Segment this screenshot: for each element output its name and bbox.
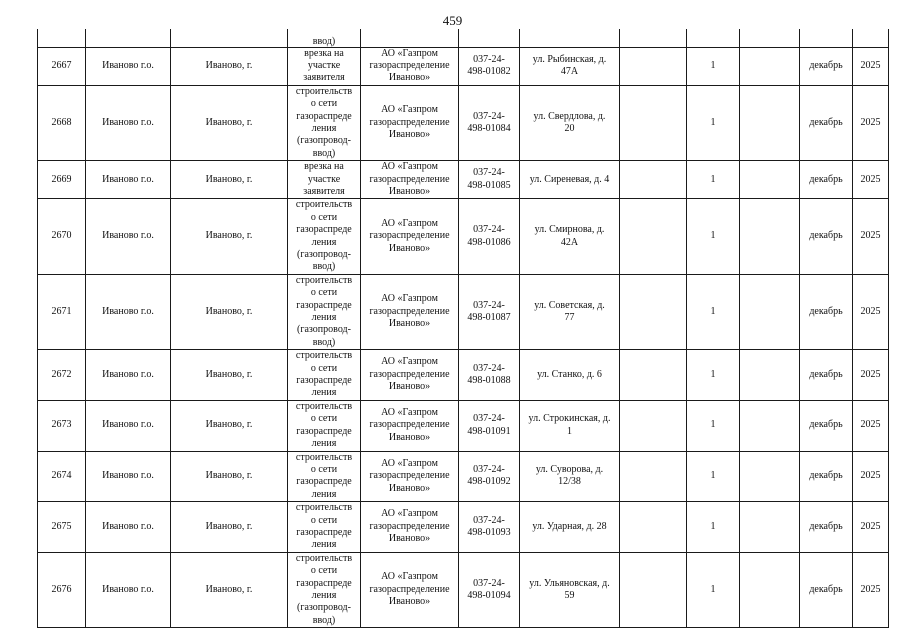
district-cell: Иваново г.о. (86, 47, 171, 85)
table-row (38, 552, 889, 627)
empty-cell (740, 400, 800, 451)
quantity-cell: 1 (687, 199, 740, 274)
empty-cell (620, 350, 687, 401)
locality-cell: Иваново, г. (171, 552, 288, 627)
locality-cell: Иваново, г. (171, 161, 288, 199)
work-type-cell: строительств о сети газораспреде ления (288, 502, 361, 553)
table-row (38, 199, 889, 274)
empty-cell (740, 502, 800, 553)
district-cell: Иваново г.о. (86, 400, 171, 451)
row-number-cell: 2670 (38, 199, 86, 274)
row-number-cell: 2671 (38, 274, 86, 349)
empty-cell (740, 274, 800, 349)
work-type-cell: врезка на участке заявителя (288, 47, 361, 85)
month-cell: декабрь (800, 85, 853, 160)
empty-cell (620, 161, 687, 199)
row-number-cell: 2673 (38, 400, 86, 451)
code-cell: 037-24- 498-01086 (459, 199, 520, 274)
quantity-cell: 1 (687, 502, 740, 553)
empty-cell (620, 400, 687, 451)
month-cell: декабрь (800, 199, 853, 274)
table-row (38, 161, 889, 199)
locality-cell: Иваново, г. (171, 199, 288, 274)
month-cell: декабрь (800, 552, 853, 627)
locality-cell: Иваново, г. (171, 47, 288, 85)
district-cell: Иваново г.о. (86, 85, 171, 160)
organization-cell: АО «Газпром газораспределение Иваново» (361, 400, 459, 451)
quantity-cell: 1 (687, 274, 740, 349)
year-cell: 2025 (853, 350, 889, 401)
month-cell: декабрь (800, 400, 853, 451)
table-row (38, 400, 889, 451)
work-type-cell: строительств о сети газораспреде ления (288, 400, 361, 451)
address-cell: ул. Ульяновская, д. 59 (520, 552, 620, 627)
code-cell: 037-24- 498-01091 (459, 400, 520, 451)
empty-cell (740, 199, 800, 274)
year-cell: 2025 (853, 274, 889, 349)
address-cell: ул. Сиреневая, д. 4 (520, 161, 620, 199)
organization-cell: АО «Газпром газораспределение Иваново» (361, 274, 459, 349)
empty-cell (740, 161, 800, 199)
empty-cell (740, 451, 800, 502)
quantity-cell: 1 (687, 400, 740, 451)
year-cell: 2025 (853, 552, 889, 627)
address-cell: ул. Советская, д. 77 (520, 274, 620, 349)
district-cell: Иваново г.о. (86, 552, 171, 627)
month-cell: декабрь (800, 502, 853, 553)
row-number-cell: 2672 (38, 350, 86, 401)
table-row (38, 451, 889, 502)
locality-cell: Иваново, г. (171, 400, 288, 451)
locality-cell: Иваново, г. (171, 274, 288, 349)
quantity-cell: 1 (687, 350, 740, 401)
empty-cell (620, 552, 687, 627)
row-number-cell: 2674 (38, 451, 86, 502)
year-cell: 2025 (853, 161, 889, 199)
code-cell: 037-24- 498-01092 (459, 451, 520, 502)
year-cell: 2025 (853, 451, 889, 502)
month-cell: декабрь (800, 350, 853, 401)
table-row (38, 274, 889, 349)
code-cell: 037-24- 498-01093 (459, 502, 520, 553)
table-row (38, 85, 889, 160)
month-cell: декабрь (800, 274, 853, 349)
empty-cell (620, 47, 687, 85)
locality-cell: Иваново, г. (171, 350, 288, 401)
locality-cell: Иваново, г. (171, 85, 288, 160)
district-cell: Иваново г.о. (86, 451, 171, 502)
organization-cell: АО «Газпром газораспределение Иваново» (361, 350, 459, 401)
address-cell: ул. Станко, д. 6 (520, 350, 620, 401)
work-type-cell: строительств о сети газораспреде ления (газопровод- ввод) (288, 199, 361, 274)
address-cell: ул. Рыбинская, д. 47А (520, 47, 620, 85)
gasification-register-table (37, 29, 889, 628)
address-cell: ул. Смирнова, д. 42А (520, 199, 620, 274)
work-type-cell: строительств о сети газораспреде ления (газопровод- ввод) (288, 85, 361, 160)
locality-cell: Иваново, г. (171, 451, 288, 502)
organization-cell: АО «Газпром газораспределение Иваново» (361, 161, 459, 199)
table-row (38, 47, 889, 85)
organization-cell: АО «Газпром газораспределение Иваново» (361, 451, 459, 502)
row-number-cell: 2668 (38, 85, 86, 160)
quantity-cell: 1 (687, 161, 740, 199)
work-type-cell: строительств о сети газораспреде ления (288, 350, 361, 401)
month-cell: декабрь (800, 47, 853, 85)
year-cell: 2025 (853, 85, 889, 160)
district-cell: Иваново г.о. (86, 502, 171, 553)
empty-cell (620, 502, 687, 553)
quantity-cell: 1 (687, 85, 740, 160)
empty-cell (740, 552, 800, 627)
empty-cell (620, 274, 687, 349)
row-number-cell: 2676 (38, 552, 86, 627)
district-cell: Иваново г.о. (86, 350, 171, 401)
year-cell: 2025 (853, 47, 889, 85)
code-cell: 037-24- 498-01088 (459, 350, 520, 401)
empty-cell (740, 47, 800, 85)
organization-cell: АО «Газпром газораспределение Иваново» (361, 47, 459, 85)
table-row (38, 350, 889, 401)
work-type-cell: строительств о сети газораспреде ления (газопровод- ввод) (288, 552, 361, 627)
code-cell: 037-24- 498-01087 (459, 274, 520, 349)
district-cell: Иваново г.о. (86, 199, 171, 274)
address-cell: ул. Свердлова, д. 20 (520, 85, 620, 160)
year-cell: 2025 (853, 400, 889, 451)
work-type-cell: строительств о сети газораспреде ления (288, 451, 361, 502)
work-type-cell: ввод) (288, 29, 361, 47)
empty-cell (620, 85, 687, 160)
code-cell: 037-24- 498-01082 (459, 47, 520, 85)
code-cell: 037-24- 498-01085 (459, 161, 520, 199)
page-number: 459 (442, 13, 463, 28)
quantity-cell: 1 (687, 47, 740, 85)
address-cell: ул. Строкинская, д. 1 (520, 400, 620, 451)
month-cell: декабрь (800, 451, 853, 502)
empty-cell (740, 85, 800, 160)
table-row (38, 502, 889, 553)
organization-cell: АО «Газпром газораспределение Иваново» (361, 199, 459, 274)
quantity-cell: 1 (687, 552, 740, 627)
table-row-continued (38, 29, 889, 47)
locality-cell: Иваново, г. (171, 502, 288, 553)
quantity-cell: 1 (687, 451, 740, 502)
organization-cell: АО «Газпром газораспределение Иваново» (361, 85, 459, 160)
row-number-cell: 2675 (38, 502, 86, 553)
code-cell: 037-24- 498-01094 (459, 552, 520, 627)
address-cell: ул. Суворова, д. 12/38 (520, 451, 620, 502)
empty-cell (740, 350, 800, 401)
row-number-cell: 2669 (38, 161, 86, 199)
address-cell: ул. Ударная, д. 28 (520, 502, 620, 553)
work-type-cell: врезка на участке заявителя (288, 161, 361, 199)
organization-cell: АО «Газпром газораспределение Иваново» (361, 552, 459, 627)
organization-cell: АО «Газпром газораспределение Иваново» (361, 502, 459, 553)
table-body (38, 29, 889, 628)
district-cell: Иваново г.о. (86, 274, 171, 349)
month-cell: декабрь (800, 161, 853, 199)
empty-cell (620, 451, 687, 502)
year-cell: 2025 (853, 199, 889, 274)
row-number-cell: 2667 (38, 47, 86, 85)
year-cell: 2025 (853, 502, 889, 553)
work-type-cell: строительств о сети газораспреде ления (газопровод- ввод) (288, 274, 361, 349)
code-cell: 037-24- 498-01084 (459, 85, 520, 160)
district-cell: Иваново г.о. (86, 161, 171, 199)
empty-cell (620, 199, 687, 274)
